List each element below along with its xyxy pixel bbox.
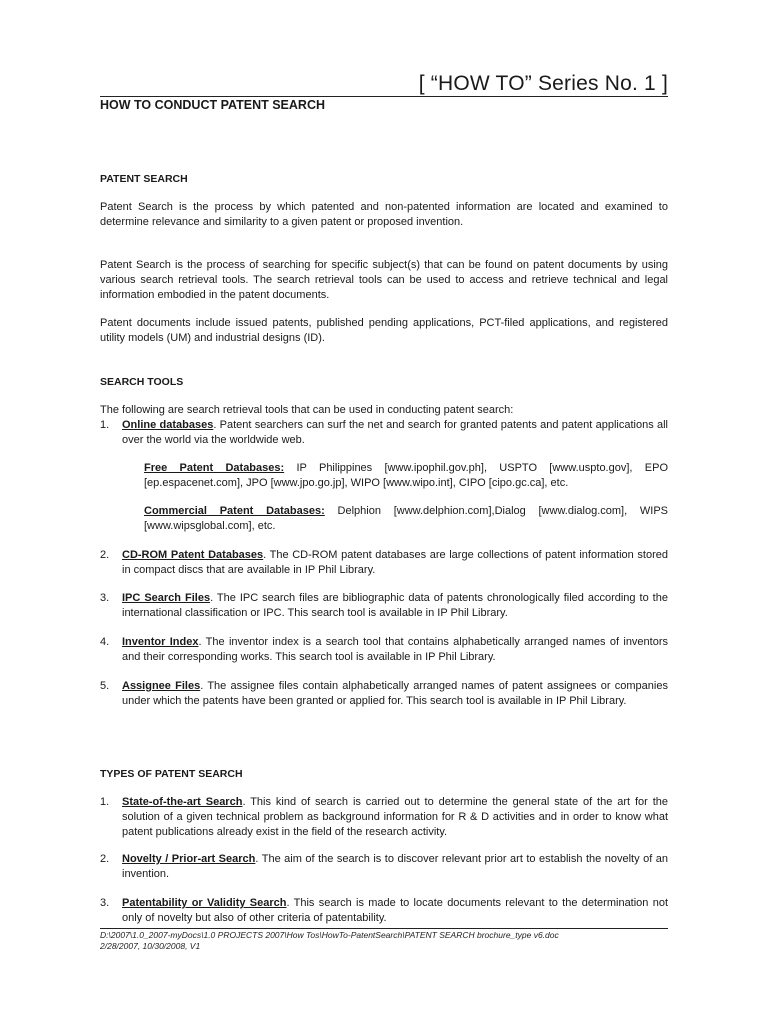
list-item-patentability-search bbox=[100, 896, 668, 926]
list-number: 4. bbox=[100, 636, 110, 648]
footer-rule bbox=[100, 928, 668, 929]
section-heading-search-tools: SEARCH TOOLS bbox=[100, 376, 184, 388]
sub-term: Commercial Patent Databases: bbox=[144, 505, 325, 517]
list-number: 2. bbox=[100, 853, 110, 865]
list-item-novelty-search bbox=[100, 852, 668, 882]
list-item-assignee-files bbox=[100, 679, 668, 709]
footer bbox=[100, 930, 559, 952]
list-term: Online databases bbox=[122, 419, 214, 431]
list-term: CD-ROM Patent Databases bbox=[122, 549, 264, 561]
footer-file-path: D:\2007\1.0_2007-myDocs\1.0 PROJECTS 2007\How Tos\HowTo-PatentSearch\PATENT SEARCH brochure_type v6.doc bbox=[100, 930, 559, 940]
section-heading-types: TYPES OF PATENT SEARCH bbox=[100, 768, 243, 780]
section-heading-patent-search: PATENT SEARCH bbox=[100, 173, 188, 185]
header-rule bbox=[100, 96, 668, 97]
list-item-online-databases bbox=[100, 418, 668, 448]
sub-term: Free Patent Databases: bbox=[144, 462, 285, 474]
list-item-ipc-search-files bbox=[100, 591, 668, 621]
list-term: IPC Search Files bbox=[122, 592, 211, 604]
list-term: Assignee Files bbox=[122, 680, 201, 692]
list-text: . This search is made to locate documents relevant to the determination not only of novelty but also of other criteria of patentability. bbox=[122, 897, 669, 924]
list-term: Patentability or Validity Search bbox=[122, 897, 287, 909]
list-number: 3. bbox=[100, 592, 110, 604]
list-number: 1. bbox=[100, 419, 110, 431]
document-title: HOW TO CONDUCT PATENT SEARCH bbox=[100, 98, 325, 112]
list-item-inventor-index bbox=[100, 635, 668, 665]
list-item-cdrom-databases bbox=[100, 548, 668, 578]
list-text: . The CD-ROM patent databases are large collections of patent information stored in compact discs that are available in IP Phil Library. bbox=[122, 549, 668, 576]
list-text: . The assignee files contain alphabetically arranged names of patent assignees or companies under which the patents have been granted or applied for. This search tool is available in IP Phil Library. bbox=[122, 680, 668, 707]
list-term: Inventor Index bbox=[122, 636, 199, 648]
paragraph-definition-2: Patent Search is the process of searching for specific subject(s) that can be found on patent documents by using various search retrieval tools. The search retrieval tools can be used to access and retrieve technical and legal information embodied in the patent documents. bbox=[100, 259, 668, 301]
free-patent-databases bbox=[144, 461, 668, 491]
paragraph-patent-documents: Patent documents include issued patents, published pending applications, PCT-filed applications, and registered utility models (UM) and industrial designs (ID). bbox=[100, 317, 668, 344]
list-number: 1. bbox=[100, 796, 110, 808]
list-text: . The inventor index is a search tool that contains alphabetically arranged names of inventors and their corresponding works. This search tool is available in IP Phil Library. bbox=[122, 636, 669, 663]
list-text: . The IPC search files are bibliographic data of patents chronologically filed according to the international classification or IPC. This search tool is available in IP Phil Library. bbox=[122, 592, 668, 619]
paragraph-definition-1: Patent Search is the process by which patented and non-patented information are located and examined to determine relevance and similarity to a given patent or proposed invention. bbox=[100, 201, 668, 228]
list-item-state-of-the-art bbox=[100, 795, 668, 840]
list-text: . This kind of search is carried out to determine the general state of the art for the solution of a given technical problem as background information for R & D activities and in order to know what patent publications already exist in the field of the research activity. bbox=[122, 796, 668, 838]
sub-text: IP Philippines [www.ipophil.gov.ph], USPTO [www.uspto.gov], EPO [ep.espacenet.com], JPO [www.jpo.go.jp], WIPO [www.wipo.int], CIPO [cipo.gc.ca], etc. bbox=[144, 462, 668, 489]
list-number: 3. bbox=[100, 897, 110, 909]
sub-text: Delphion [www.delphion.com],Dialog [www.dialog.com], WIPS [www.wipsglobal.com], etc. bbox=[144, 505, 668, 532]
series-title: [ “HOW TO” Series No. 1 ] bbox=[418, 72, 668, 95]
list-number: 2. bbox=[100, 549, 110, 561]
list-text: . The aim of the search is to discover relevant prior art to establish the novelty of an invention. bbox=[122, 853, 668, 880]
list-term: Novelty / Prior-art Search bbox=[122, 853, 256, 865]
footer-dates: 2/28/2007, 10/30/2008, V1 bbox=[100, 941, 201, 951]
list-number: 5. bbox=[100, 680, 110, 692]
list-text: . Patent searchers can surf the net and search for granted patents and patent applications all over the world via the worldwide web. bbox=[122, 419, 668, 446]
commercial-patent-databases bbox=[144, 504, 668, 534]
list-term: State-of-the-art Search bbox=[122, 796, 243, 808]
search-tools-intro: The following are search retrieval tools that can be used in conducting patent search: bbox=[100, 404, 514, 416]
